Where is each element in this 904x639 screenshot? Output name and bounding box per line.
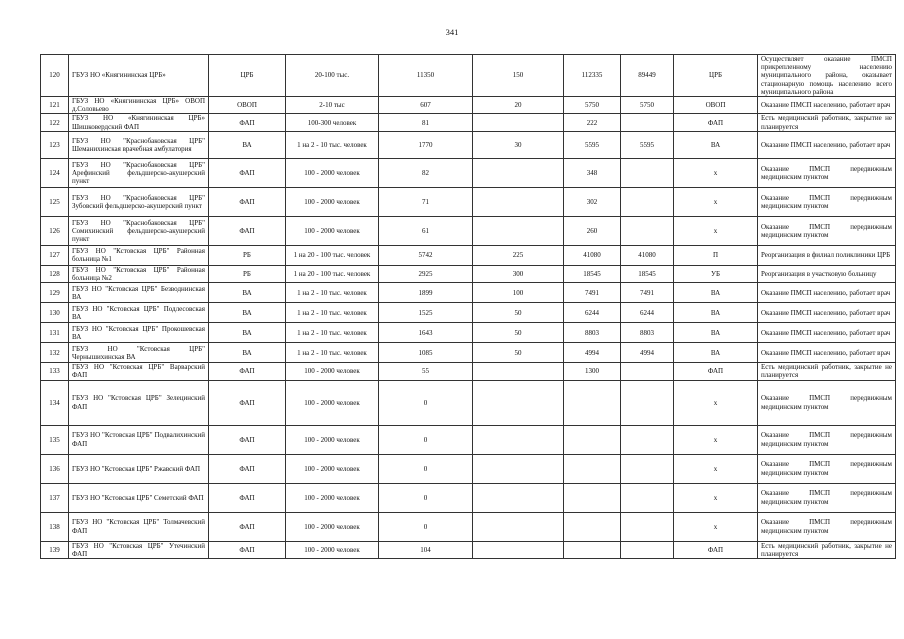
- result-type: ФАП: [674, 541, 758, 558]
- value-2: [473, 512, 564, 541]
- value-4: [621, 425, 674, 454]
- facility-type: ВА: [209, 283, 286, 303]
- facility-name: ГБУЗ НО «Княгининская ЦРБ» Шишковердский ФАП: [69, 114, 209, 131]
- result-type: ЦРБ: [674, 55, 758, 97]
- table-row: [41, 425, 896, 454]
- value-4: 89449: [621, 55, 674, 97]
- facility-type: ОВОП: [209, 97, 286, 114]
- value-2: [473, 363, 564, 380]
- row-number: 125: [41, 187, 69, 216]
- note: Оказание ПМСП населению, работает врач: [758, 131, 896, 158]
- coverage-norm: 100 - 2000 человек: [286, 425, 379, 454]
- facility-name: ГБУЗ НО "Кстовская ЦРБ" Подлесовская ВА: [69, 303, 209, 323]
- value-1: 5742: [379, 245, 473, 265]
- row-number: 130: [41, 303, 69, 323]
- value-4: [621, 158, 674, 187]
- value-3: 5595: [564, 131, 621, 158]
- value-2: 20: [473, 97, 564, 114]
- facility-name: ГБУЗ НО "Кстовская ЦРБ" Ржавский ФАП: [69, 454, 209, 483]
- value-1: 1525: [379, 303, 473, 323]
- facility-type: ЦРБ: [209, 55, 286, 97]
- note: Оказание ПМСП передвижным медицинским пунктом: [758, 158, 896, 187]
- value-4: [621, 216, 674, 245]
- facility-type: ФАП: [209, 363, 286, 380]
- facility-name: ГБУЗ НО "Кстовская ЦРБ" Утечинский ФАП: [69, 541, 209, 558]
- table-row: [41, 114, 896, 131]
- value-1: 104: [379, 541, 473, 558]
- facility-type: ВА: [209, 343, 286, 363]
- facility-name: ГБУЗ НО "Краснобаковская ЦРБ" Зубовский фельдшерско-акушерский пункт: [69, 187, 209, 216]
- value-1: 2925: [379, 265, 473, 282]
- note: Оказание ПМСП населению, работает врач: [758, 323, 896, 343]
- value-2: [473, 158, 564, 187]
- note: Реорганизация в филиал поликлиники ЦРБ: [758, 245, 896, 265]
- value-1: 1770: [379, 131, 473, 158]
- result-type: х: [674, 454, 758, 483]
- result-type: П: [674, 245, 758, 265]
- coverage-norm: 1 на 2 - 10 тыс. человек: [286, 131, 379, 158]
- value-2: 225: [473, 245, 564, 265]
- result-type: х: [674, 425, 758, 454]
- note: Есть медицинский работник, закрытие не планируется: [758, 541, 896, 558]
- value-4: 4994: [621, 343, 674, 363]
- table-row: [41, 187, 896, 216]
- value-4: [621, 454, 674, 483]
- facility-name: ГБУЗ НО "Кстовская ЦРБ" Зелецинский ФАП: [69, 380, 209, 425]
- note: Оказание ПМСП передвижным медицинским пунктом: [758, 187, 896, 216]
- value-1: 1899: [379, 283, 473, 303]
- value-2: [473, 216, 564, 245]
- row-number: 131: [41, 323, 69, 343]
- note: Оказание ПМСП населению, работает врач: [758, 303, 896, 323]
- coverage-norm: 100 - 2000 человек: [286, 380, 379, 425]
- facility-name: ГБУЗ НО «Княгининская ЦРБ»: [69, 55, 209, 97]
- value-3: 4994: [564, 343, 621, 363]
- value-3: [564, 380, 621, 425]
- row-number: 120: [41, 55, 69, 97]
- facility-name: ГБУЗ НО "Кстовская ЦРБ" Районная больница №1: [69, 245, 209, 265]
- value-3: [564, 483, 621, 512]
- value-4: 6244: [621, 303, 674, 323]
- value-3: [564, 541, 621, 558]
- facility-name: ГБУЗ НО "Кстовская ЦРБ" Варварский ФАП: [69, 363, 209, 380]
- note: Оказание ПМСП передвижным медицинским пунктом: [758, 454, 896, 483]
- coverage-norm: 1 на 2 - 10 тыс. человек: [286, 283, 379, 303]
- coverage-norm: 1 на 2 - 10 тыс. человек: [286, 343, 379, 363]
- table-row: [41, 283, 896, 303]
- note: Оказание ПМСП населению, работает врач: [758, 97, 896, 114]
- coverage-norm: 100 - 2000 человек: [286, 512, 379, 541]
- value-1: 82: [379, 158, 473, 187]
- value-4: [621, 187, 674, 216]
- table-row: [41, 363, 896, 380]
- facility-name: ГБУЗ НО "Кстовская ЦРБ" Прокошевская ВА: [69, 323, 209, 343]
- value-3: 348: [564, 158, 621, 187]
- table-row: [41, 512, 896, 541]
- table-row: [41, 245, 896, 265]
- coverage-norm: 100 - 2000 человек: [286, 483, 379, 512]
- result-type: ФАП: [674, 114, 758, 131]
- note: Оказание ПМСП передвижным медицинским пунктом: [758, 216, 896, 245]
- row-number: 123: [41, 131, 69, 158]
- facility-type: ВА: [209, 323, 286, 343]
- facility-type: ФАП: [209, 187, 286, 216]
- facility-type: ФАП: [209, 216, 286, 245]
- result-type: ВА: [674, 283, 758, 303]
- value-4: [621, 512, 674, 541]
- facility-name: ГБУЗ НО "Кстовская ЦРБ" Подвалихинский ФАП: [69, 425, 209, 454]
- note: Оказание ПМСП передвижным медицинским пунктом: [758, 512, 896, 541]
- facility-type: ФАП: [209, 512, 286, 541]
- value-2: [473, 187, 564, 216]
- table-row: [41, 454, 896, 483]
- facility-type: ВА: [209, 131, 286, 158]
- facility-type: ФАП: [209, 158, 286, 187]
- facility-name: ГБУЗ НО «Княгининская ЦРБ» ОВОП д.Соловьево: [69, 97, 209, 114]
- coverage-norm: 100 - 2000 человек: [286, 216, 379, 245]
- facility-type: ФАП: [209, 425, 286, 454]
- value-1: 55: [379, 363, 473, 380]
- value-3: 7491: [564, 283, 621, 303]
- value-4: 5595: [621, 131, 674, 158]
- value-2: 50: [473, 323, 564, 343]
- facility-type: ФАП: [209, 483, 286, 512]
- row-number: 138: [41, 512, 69, 541]
- coverage-norm: 100 - 2000 человек: [286, 158, 379, 187]
- value-2: 30: [473, 131, 564, 158]
- value-3: 18545: [564, 265, 621, 282]
- note: Оказание ПМСП населению, работает врач: [758, 343, 896, 363]
- facility-name: ГБУЗ НО "Кстовская ЦРБ" Районная больница №2: [69, 265, 209, 282]
- row-number: 135: [41, 425, 69, 454]
- value-4: [621, 541, 674, 558]
- value-4: [621, 114, 674, 131]
- result-type: УБ: [674, 265, 758, 282]
- value-1: 0: [379, 380, 473, 425]
- value-2: [473, 114, 564, 131]
- facility-name: ГБУЗ НО "Кстовская ЦРБ" Семетский ФАП: [69, 483, 209, 512]
- result-type: ВА: [674, 131, 758, 158]
- facility-type: ФАП: [209, 380, 286, 425]
- table-row: [41, 303, 896, 323]
- result-type: х: [674, 216, 758, 245]
- value-1: 1643: [379, 323, 473, 343]
- result-type: х: [674, 512, 758, 541]
- facility-name: ГБУЗ НО "Краснобаковская ЦРБ" Арефинский фельдшерско-акушерский пункт: [69, 158, 209, 187]
- facility-name: ГБУЗ НО "Краснобаковская ЦРБ" Сомихинский фельдшерско-акушерский пункт: [69, 216, 209, 245]
- value-3: 6244: [564, 303, 621, 323]
- value-3: 222: [564, 114, 621, 131]
- table-row: [41, 97, 896, 114]
- value-1: 81: [379, 114, 473, 131]
- row-number: 132: [41, 343, 69, 363]
- facility-type: ВА: [209, 303, 286, 323]
- value-3: 41080: [564, 245, 621, 265]
- table-row: [41, 541, 896, 558]
- value-4: 41080: [621, 245, 674, 265]
- facility-type: РБ: [209, 245, 286, 265]
- value-4: [621, 483, 674, 512]
- value-4: 7491: [621, 283, 674, 303]
- value-4: [621, 380, 674, 425]
- coverage-norm: 100 - 2000 человек: [286, 363, 379, 380]
- row-number: 134: [41, 380, 69, 425]
- row-number: 122: [41, 114, 69, 131]
- row-number: 133: [41, 363, 69, 380]
- coverage-norm: 2-10 тыс: [286, 97, 379, 114]
- table-row: [41, 265, 896, 282]
- table-row: [41, 323, 896, 343]
- value-4: 8803: [621, 323, 674, 343]
- value-2: 50: [473, 303, 564, 323]
- value-2: [473, 380, 564, 425]
- note: Оказание ПМСП передвижным медицинским пунктом: [758, 380, 896, 425]
- value-1: 0: [379, 483, 473, 512]
- value-1: 607: [379, 97, 473, 114]
- value-3: 302: [564, 187, 621, 216]
- value-2: [473, 541, 564, 558]
- note: Реорганизация в участковую больницу: [758, 265, 896, 282]
- value-1: 0: [379, 454, 473, 483]
- result-type: ВА: [674, 343, 758, 363]
- page-number: 341: [445, 27, 459, 37]
- row-number: 139: [41, 541, 69, 558]
- coverage-norm: 1 на 20 - 100 тыс. человек: [286, 245, 379, 265]
- value-2: 100: [473, 283, 564, 303]
- value-1: 11350: [379, 55, 473, 97]
- facility-type: ФАП: [209, 541, 286, 558]
- result-type: х: [674, 380, 758, 425]
- row-number: 127: [41, 245, 69, 265]
- row-number: 129: [41, 283, 69, 303]
- value-2: [473, 483, 564, 512]
- table-row: [41, 343, 896, 363]
- row-number: 136: [41, 454, 69, 483]
- result-type: ВА: [674, 303, 758, 323]
- result-type: х: [674, 483, 758, 512]
- facility-name: ГБУЗ НО "Кстовская ЦРБ" Безводнинская ВА: [69, 283, 209, 303]
- table-row: [41, 131, 896, 158]
- value-3: 1300: [564, 363, 621, 380]
- result-type: ОВОП: [674, 97, 758, 114]
- facility-type: РБ: [209, 265, 286, 282]
- facility-name: ГБУЗ НО "Кстовская ЦРБ" Чернышихинская ВА: [69, 343, 209, 363]
- value-2: 300: [473, 265, 564, 282]
- coverage-norm: 100-300 человек: [286, 114, 379, 131]
- row-number: 121: [41, 97, 69, 114]
- coverage-norm: 100 - 2000 человек: [286, 541, 379, 558]
- result-type: ФАП: [674, 363, 758, 380]
- value-3: 260: [564, 216, 621, 245]
- value-4: [621, 363, 674, 380]
- note: Осуществляет оказание ПМСП прикрепленному населению муниципального района, оказывает стационарную помощь населению всего муниципального района: [758, 55, 896, 97]
- table-row: [41, 216, 896, 245]
- table-row: [41, 380, 896, 425]
- facility-name: ГБУЗ НО "Кстовская ЦРБ" Толмачевский ФАП: [69, 512, 209, 541]
- value-1: 1085: [379, 343, 473, 363]
- facilities-table: [40, 54, 896, 559]
- value-2: 150: [473, 55, 564, 97]
- facility-name: ГБУЗ НО "Краснобаковская ЦРБ" Шеманихинская врачебная амбулатория: [69, 131, 209, 158]
- note: Есть медицинский работник, закрытие не планируется: [758, 114, 896, 131]
- result-type: х: [674, 187, 758, 216]
- value-4: 18545: [621, 265, 674, 282]
- value-1: 0: [379, 512, 473, 541]
- result-type: ВА: [674, 323, 758, 343]
- value-3: 112335: [564, 55, 621, 97]
- value-1: 71: [379, 187, 473, 216]
- row-number: 137: [41, 483, 69, 512]
- value-2: [473, 425, 564, 454]
- note: Оказание ПМСП передвижным медицинским пунктом: [758, 425, 896, 454]
- value-4: 5750: [621, 97, 674, 114]
- coverage-norm: 1 на 20 - 100 тыс. человек: [286, 265, 379, 282]
- facility-type: ФАП: [209, 114, 286, 131]
- note: Оказание ПМСП передвижным медицинским пунктом: [758, 483, 896, 512]
- row-number: 124: [41, 158, 69, 187]
- value-3: [564, 512, 621, 541]
- row-number: 126: [41, 216, 69, 245]
- facility-type: ФАП: [209, 454, 286, 483]
- coverage-norm: 20-100 тыс.: [286, 55, 379, 97]
- value-3: [564, 425, 621, 454]
- value-2: 50: [473, 343, 564, 363]
- value-3: 8803: [564, 323, 621, 343]
- table-row: [41, 55, 896, 97]
- coverage-norm: 1 на 2 - 10 тыс. человек: [286, 303, 379, 323]
- coverage-norm: 100 - 2000 человек: [286, 187, 379, 216]
- coverage-norm: 100 - 2000 человек: [286, 454, 379, 483]
- value-3: [564, 454, 621, 483]
- value-1: 0: [379, 425, 473, 454]
- result-type: х: [674, 158, 758, 187]
- note: Оказание ПМСП населению, работает врач: [758, 283, 896, 303]
- row-number: 128: [41, 265, 69, 282]
- coverage-norm: 1 на 2 - 10 тыс. человек: [286, 323, 379, 343]
- table-row: [41, 483, 896, 512]
- note: Есть медицинский работник, закрытие не планируется: [758, 363, 896, 380]
- table-row: [41, 158, 896, 187]
- value-1: 61: [379, 216, 473, 245]
- value-3: 5750: [564, 97, 621, 114]
- value-2: [473, 454, 564, 483]
